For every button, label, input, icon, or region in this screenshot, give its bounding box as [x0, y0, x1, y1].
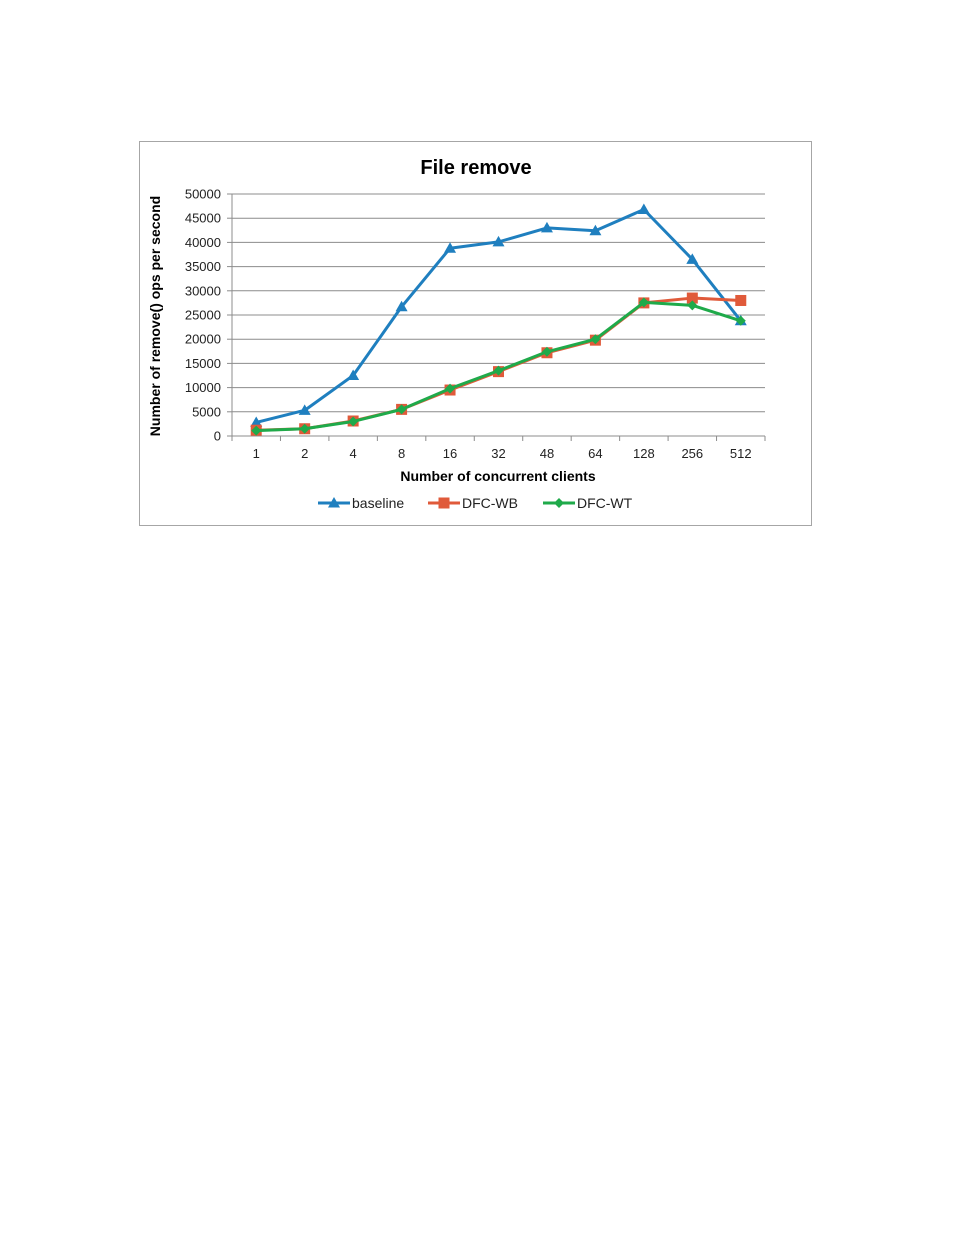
y-tick-label: 10000	[184, 380, 221, 396]
legend	[318, 495, 633, 511]
y-tick-label: 45000	[184, 210, 221, 226]
y-tick-label: 30000	[184, 283, 221, 299]
x-axis-title: Number of concurrent clients	[400, 468, 596, 484]
data-point-dfc-wb	[735, 295, 746, 306]
legend-label: DFC-WT	[577, 495, 633, 511]
legend-item-dfc-wb	[428, 495, 518, 511]
y-tick-label: 5000	[192, 404, 221, 420]
x-tick-label: 4	[349, 446, 357, 461]
x-tick-label: 2	[301, 446, 309, 461]
grid-lines	[232, 194, 765, 412]
x-tick-label: 256	[681, 446, 704, 461]
y-tick-label: 50000	[184, 186, 221, 202]
y-tick-label: 15000	[184, 355, 221, 371]
y-tick-label: 0	[213, 428, 221, 444]
data-point-baseline	[638, 203, 650, 214]
x-tick-label: 1	[252, 446, 260, 461]
series-dfc-wt	[251, 297, 746, 435]
legend-marker	[439, 498, 450, 509]
axes	[227, 194, 765, 441]
x-tick-label: 512	[729, 446, 752, 461]
y-tick-label: 20000	[184, 331, 221, 347]
x-tick-label: 32	[491, 446, 506, 461]
y-axis-title: Number of remove() ops per second	[147, 195, 163, 437]
x-tick-labels	[253, 446, 752, 461]
y-tick-label: 25000	[184, 307, 221, 323]
x-tick-label: 8	[397, 446, 406, 461]
series-dfc-wb	[251, 293, 747, 436]
series-lines	[250, 203, 747, 435]
chart-frame	[139, 141, 812, 526]
y-tick-label: 40000	[184, 234, 221, 250]
legend-label: DFC-WB	[462, 495, 518, 511]
line-chart	[140, 142, 813, 527]
x-tick-label: 48	[539, 446, 555, 461]
x-tick-label: 16	[442, 446, 458, 461]
series-line-dfc-wb	[256, 298, 741, 430]
y-tick-label: 35000	[184, 259, 221, 275]
chart-title: File remove	[420, 157, 532, 179]
legend-marker	[554, 498, 564, 508]
legend-item-baseline	[318, 495, 404, 511]
x-tick-label: 128	[633, 446, 655, 461]
legend-item-dfc-wt	[543, 495, 633, 511]
x-tick-label: 64	[588, 446, 603, 461]
legend-label: baseline	[352, 495, 405, 511]
y-tick-labels	[185, 187, 221, 444]
